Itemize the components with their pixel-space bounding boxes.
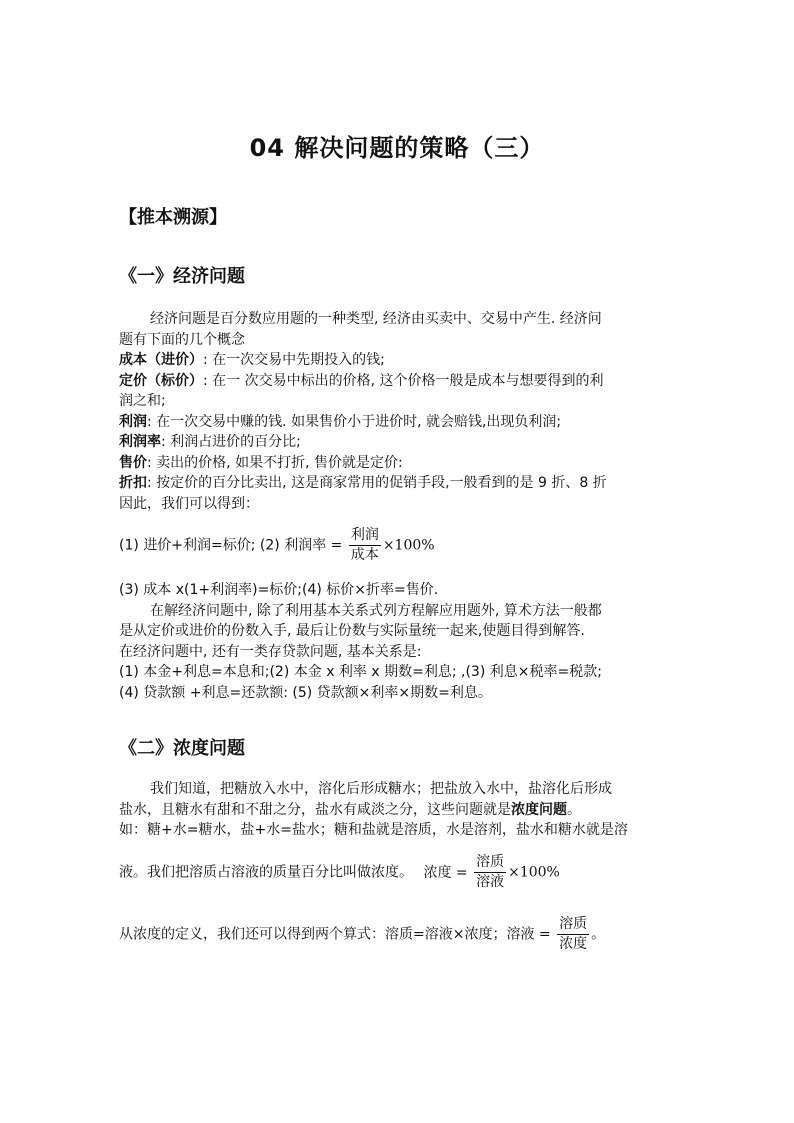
- def-selling-price: [119, 453, 679, 474]
- intro-line-1: 经济问题是百分数应用题的一种类型, 经济由买卖中、交易中产生. 经济问: [150, 311, 602, 327]
- fraction-numerator: 溶质: [474, 853, 506, 873]
- def-list-price-cont: [119, 391, 679, 412]
- def-text: : 利润占进价的百分比;: [161, 434, 301, 450]
- concentration-derived-line: [119, 915, 699, 954]
- concentration-term: 浓度问题: [511, 801, 567, 818]
- text-run: 。: [567, 801, 581, 818]
- def-term: 利润率: [119, 434, 161, 450]
- concentration-line-3: 如：糖+水=糖水，盐+水=盐水；糖和盐就是溶质，水是溶剂，盐水和糖水就是溶: [119, 822, 628, 838]
- formula-text: 浓度 =: [423, 864, 468, 881]
- formula-percent: ×100%: [382, 537, 435, 554]
- para2-line-3: 在经济问题中, 还有一类存贷款问题, 基本关系是:: [119, 643, 422, 660]
- section1-heading: 《一》经济问题: [119, 266, 245, 287]
- section2-heading: 《二》浓度问题: [119, 738, 245, 759]
- formula-profit-rate: [119, 526, 699, 565]
- fraction-denominator: 溶液: [476, 874, 505, 890]
- derived-text: 从浓度的定义，我们还可以得到两个算式：溶质=溶液×浓度；溶液 =: [119, 926, 551, 943]
- fraction-solute-over-concentration: [557, 915, 589, 954]
- def-text: : 按定价的百分比卖出, 这是商家常用的促销手段,一般看到的是 9 折、8 折: [147, 475, 607, 491]
- intro-line-2: 题有下面的几个概念: [119, 331, 245, 348]
- concentration-line-1: 我们知道，把糖放入水中，溶化后形成糖水；把盐放入水中，盐溶化后形成: [150, 781, 612, 797]
- section-source-heading: 【推本溯源】: [119, 207, 227, 228]
- para2-line-1: 在解经济问题中, 除了利用基本关系式列方程解应用题外, 算术方法一般都: [150, 602, 602, 619]
- def-list-price: [119, 371, 679, 392]
- def-cost: [119, 350, 679, 371]
- period-text: 。: [591, 926, 606, 943]
- def-term: 折扣: [119, 475, 147, 491]
- def-term: 售价: [119, 454, 147, 471]
- def-profit: [119, 412, 679, 433]
- def-term: 定价（标价）: [119, 372, 203, 389]
- def-text: : 在一 次交易中标出的价格, 这个价格一般是成本与想要得到的利: [203, 372, 604, 389]
- def-discount: [119, 473, 679, 494]
- def-text: 因此，我们可以得到：: [119, 495, 259, 512]
- def-text: : 在一次交易中先期投入的钱;: [203, 352, 385, 368]
- para2-line-2: 是从定价或进价的份数入手, 最后让份数与实际量统一起来,使题目得到解答.: [119, 623, 585, 639]
- concentration-formula-line: [119, 853, 699, 892]
- relation-line-1: (1) 本金+利息=本息和;(2) 本金 x 利率 x 期数=利息; ,(3) 利息×税率=税款;: [119, 664, 602, 680]
- def-text: : 卖出的价格, 如果不打折, 售价就是定价:: [147, 454, 403, 471]
- def-therefore: [119, 494, 679, 515]
- fraction-profit-over-cost: [349, 526, 381, 565]
- fraction-denominator: 成本: [350, 547, 379, 563]
- def-term: 利润: [119, 413, 147, 430]
- fraction-numerator: 利润: [349, 526, 381, 546]
- page-title: 04 解决问题的策略（三）: [249, 134, 545, 162]
- formula-line-2: (3) 成本 x(1+利润率)=标价;(4) 标价×折率=售价.: [119, 582, 439, 598]
- def-profit-rate: [119, 432, 679, 453]
- concentration-line-4: 液。我们把溶质占溶液的质量百分比叫做浓度。: [119, 864, 413, 881]
- fraction-numerator: 溶质: [557, 915, 589, 935]
- fraction-solute-over-solution: [474, 853, 506, 892]
- concentration-line-2: [119, 800, 679, 821]
- fraction-denominator: 浓度: [559, 936, 588, 952]
- section1-body-2: [119, 580, 679, 703]
- def-term: 成本（进价）: [119, 352, 203, 368]
- formula-percent: ×100%: [508, 864, 560, 881]
- relation-line-2: (4) 贷款额 +利息=还款额: (5) 贷款额×利率×期数=利息。: [119, 684, 492, 701]
- formula-text: (1) 进价+利润=标价; (2) 利润率 =: [119, 537, 343, 554]
- section2-body: [119, 779, 679, 841]
- text-run: 盐水，且糖水有甜和不甜之分，盐水有咸淡之分，这些问题就是: [119, 801, 511, 818]
- def-text: 润之和;: [119, 393, 166, 409]
- section1-body: [119, 309, 679, 514]
- def-text: : 在一次交易中赚的钱. 如果售价小于进价时, 就会赔钱,出现负利润;: [147, 413, 562, 430]
